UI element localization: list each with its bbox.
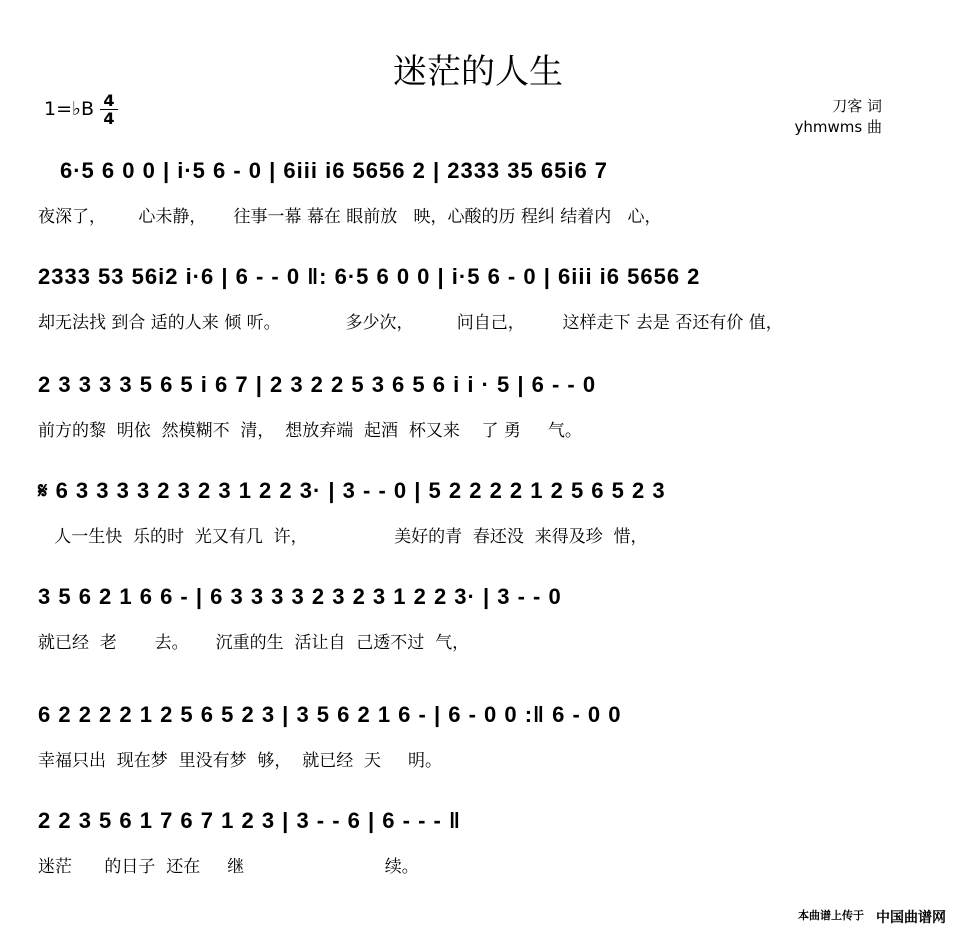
notes-line: 3 5 6 2 1 6 6 - | 6 3 3 3 3 2 3 2 3 1 2 2 3· | 3 - - 0 bbox=[38, 584, 562, 609]
upload-footer: 本曲谱上传于 bbox=[798, 909, 864, 922]
lyrics-line: 幸福只出 现在梦 里没有梦 够， 就已经 天 明。 bbox=[38, 751, 443, 771]
notes-line: 2333 53 56i2 i·6 | 6 - - 0 ‖: 6·5 6 0 0 | i·5 6 - 0 | 6iii i6 5656 2 bbox=[38, 264, 701, 289]
lyricist-credit: 刀客 词 bbox=[832, 97, 882, 115]
notes-line: 2 3 3 3 3 5 6 5 i 6 7 | 2 3 2 2 5 3 6 5 6 i i · 5 | 6 - - 0 bbox=[38, 372, 597, 397]
time-bottom: 4 bbox=[100, 109, 118, 127]
notes-line: 𝄋 6 3 3 3 3 2 3 2 3 1 2 2 3· | 3 - - 0 | 5 2 2 2 2 1 2 5 6 5 2 3 bbox=[38, 478, 666, 503]
lyrics-line: 夜深了， 心未静， 往事一幕 幕在 眼前放 映，心酸的历 程纠 结着内 心， bbox=[38, 207, 662, 227]
notes-line: 6·5 6 0 0 | i·5 6 - 0 | 6iii i6 5656 2 | 2333 35 65i6 7 bbox=[60, 158, 609, 183]
lyrics-line: 迷茫 的日子 还在 继 续。 bbox=[38, 857, 419, 877]
key-signature: 1=♭B bbox=[44, 98, 95, 120]
time-top: 4 bbox=[103, 91, 115, 110]
lyrics-line: 人一生快 乐的时 光又有几 许， 美好的青 春还没 来得及珍 惜， bbox=[38, 527, 648, 547]
notes-line: 2 2 3 5 6 1 7 6 7 1 2 3 | 3 - - 6 | 6 - - - ‖ bbox=[38, 808, 461, 833]
composer-credit: yhmwms 曲 bbox=[794, 118, 882, 136]
logo-text: 中国曲谱网 bbox=[876, 910, 946, 926]
lyrics-line: 前方的黎 明依 然模糊不 清， 想放弃端 起酒 杯又来 了 勇 气。 bbox=[38, 421, 582, 441]
song-title: 迷茫的人生 bbox=[393, 52, 563, 92]
notes-line: 6 2 2 2 2 1 2 5 6 5 2 3 | 3 5 6 2 1 6 - | 6 - 0 0 :‖ 6 - 0 0 bbox=[38, 702, 622, 727]
lyrics-line: 就已经 老 去。 沉重的生 活让自 己透不过 气， bbox=[38, 633, 470, 653]
time-signature bbox=[100, 92, 118, 127]
lyrics-line: 却无法找 到合 适的人来 倾 听。 多少次， 问自己， 这样走下 去是 否还有价 值， bbox=[38, 313, 783, 333]
site-logo bbox=[876, 907, 946, 927]
